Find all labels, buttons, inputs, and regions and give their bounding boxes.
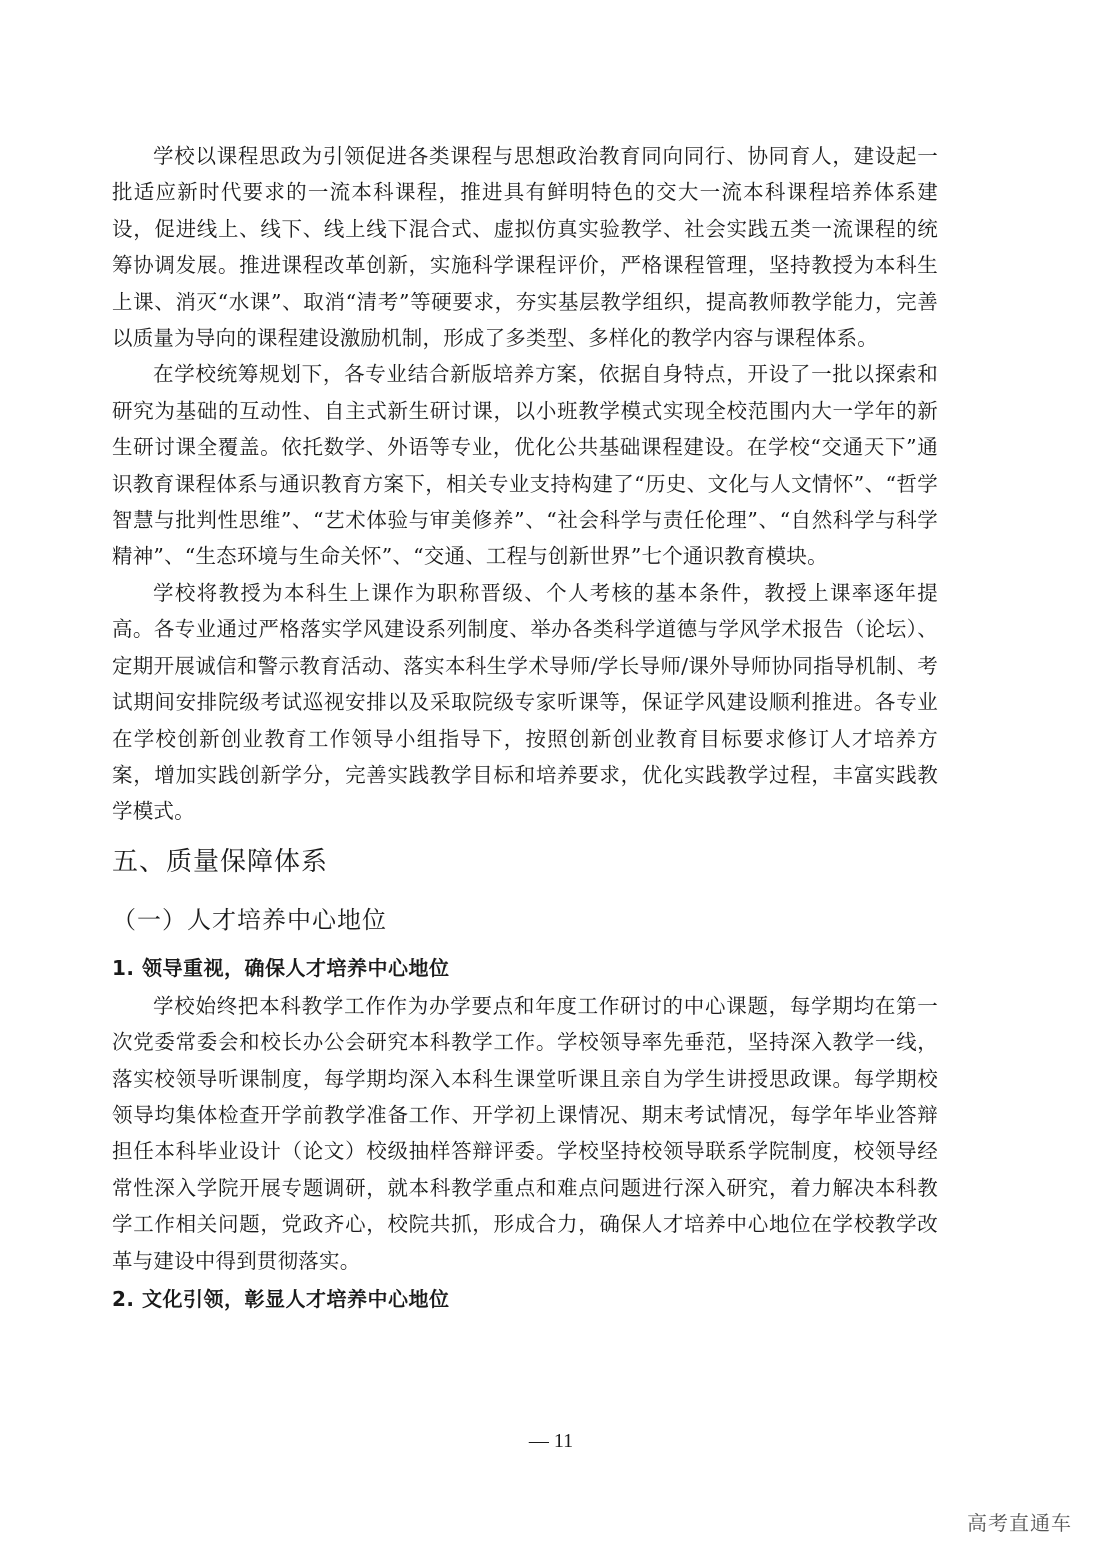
section-heading: 五、质量保障体系 [112,846,329,877]
watermark-text: 高考直通车 [967,1511,1072,1535]
paragraph-freshman-seminar: 在学校统筹规划下，各专业结合新版培养方案，依据自身特点，开设了一批以探索和研究为基础的互动性、自主式新生研讨课，以小班教学模式实现全校范围内大一学年的新生研讨课全覆盖。依托数学、外语等专业，优化公共基础课程建设。在学校“交通天下”通识教育课程体系与通识教育方案下，相关专业支持构建了“历史、文化与人文情怀”、“哲学智慧与批判性思维”、“艺术体验与审美修养”、“社会科学与责任伦理”、“自然科学与科学精神”、“生态环境与生命关怀”、“交通、工程与创新世界”七个通识教育模块。 [112,362,938,569]
paragraph-professor-teaching: 学校将教授为本科生上课作为职称晋级、个人考核的基本条件，教授上课率逐年提高。各专业通过严格落实学风建设系列制度、举办各类科学道德与学风学术报告（论坛）、定期开展诚信和警示教育活动、落实本科生学术导师/学长导师/课外导师协同指导机制、考试期间安排院级考试巡视安排以及采取院级专家听课等，保证学风建设顺利推进。各专业在学校创新创业教育工作领导小组指导下，按照创新创业教育目标要求修订人才培养方案，增加实践创新学分，完善实践教学目标和培养要求，优化实践教学过程，丰富实践教学模式。 [112,580,938,824]
paragraph-course-ideology: 学校以课程思政为引领促进各类课程与思想政治教育同向同行、协同育人，建设起一批适应新时代要求的一流本科课程，推进具有鲜明特色的交大一流本科课程培养体系建设，促进线上、线下、线上线下混合式、虚拟仿真实验教学、社会实践五类一流课程的统筹协调发展。推进课程改革创新，实施科学课程评价，严格课程管理，坚持教授为本科生上课、消灭“水课”、取消“清考”等硬要求，夯实基层教学组织，提高教师教学能力，完善以质量为导向的课程建设激励机制，形成了多类型、多样化的教学内容与课程体系。 [112,144,938,351]
paragraph-leadership: 学校始终把本科教学工作作为办学要点和年度工作研讨的中心课题，每学期均在第一次党委常委会和校长办公会研究本科教学工作。学校领导率先垂范，坚持深入教学一线，落实校领导听课制度，每学期均深入本科生课堂听课且亲自为学生讲授思政课。每学期校领导均集体检查开学前教学准备工作、开学初上课情况、期末考试情况，每学年毕业答辩担任本科毕业设计（论文）校级抽样答辩评委。学校坚持校领导联系学院制度，校领导经常性深入学院开展专题调研，就本科教学重点和难点问题进行深入研究，着力解决本科教学工作相关问题，党政齐心，校院共抓，形成合力，确保人才培养中心地位在学校教学改革与建设中得到贯彻落实。 [112,993,938,1273]
document-body [112,138,938,1319]
item-heading-1: 1. 领导重视，确保人才培养中心地位 [112,955,450,980]
page-number: — 11 [528,1430,574,1452]
subsection-heading: （一）人才培养中心地位 [112,905,387,934]
item-heading-2: 2. 文化引领，彰显人才培养中心地位 [112,1286,450,1311]
